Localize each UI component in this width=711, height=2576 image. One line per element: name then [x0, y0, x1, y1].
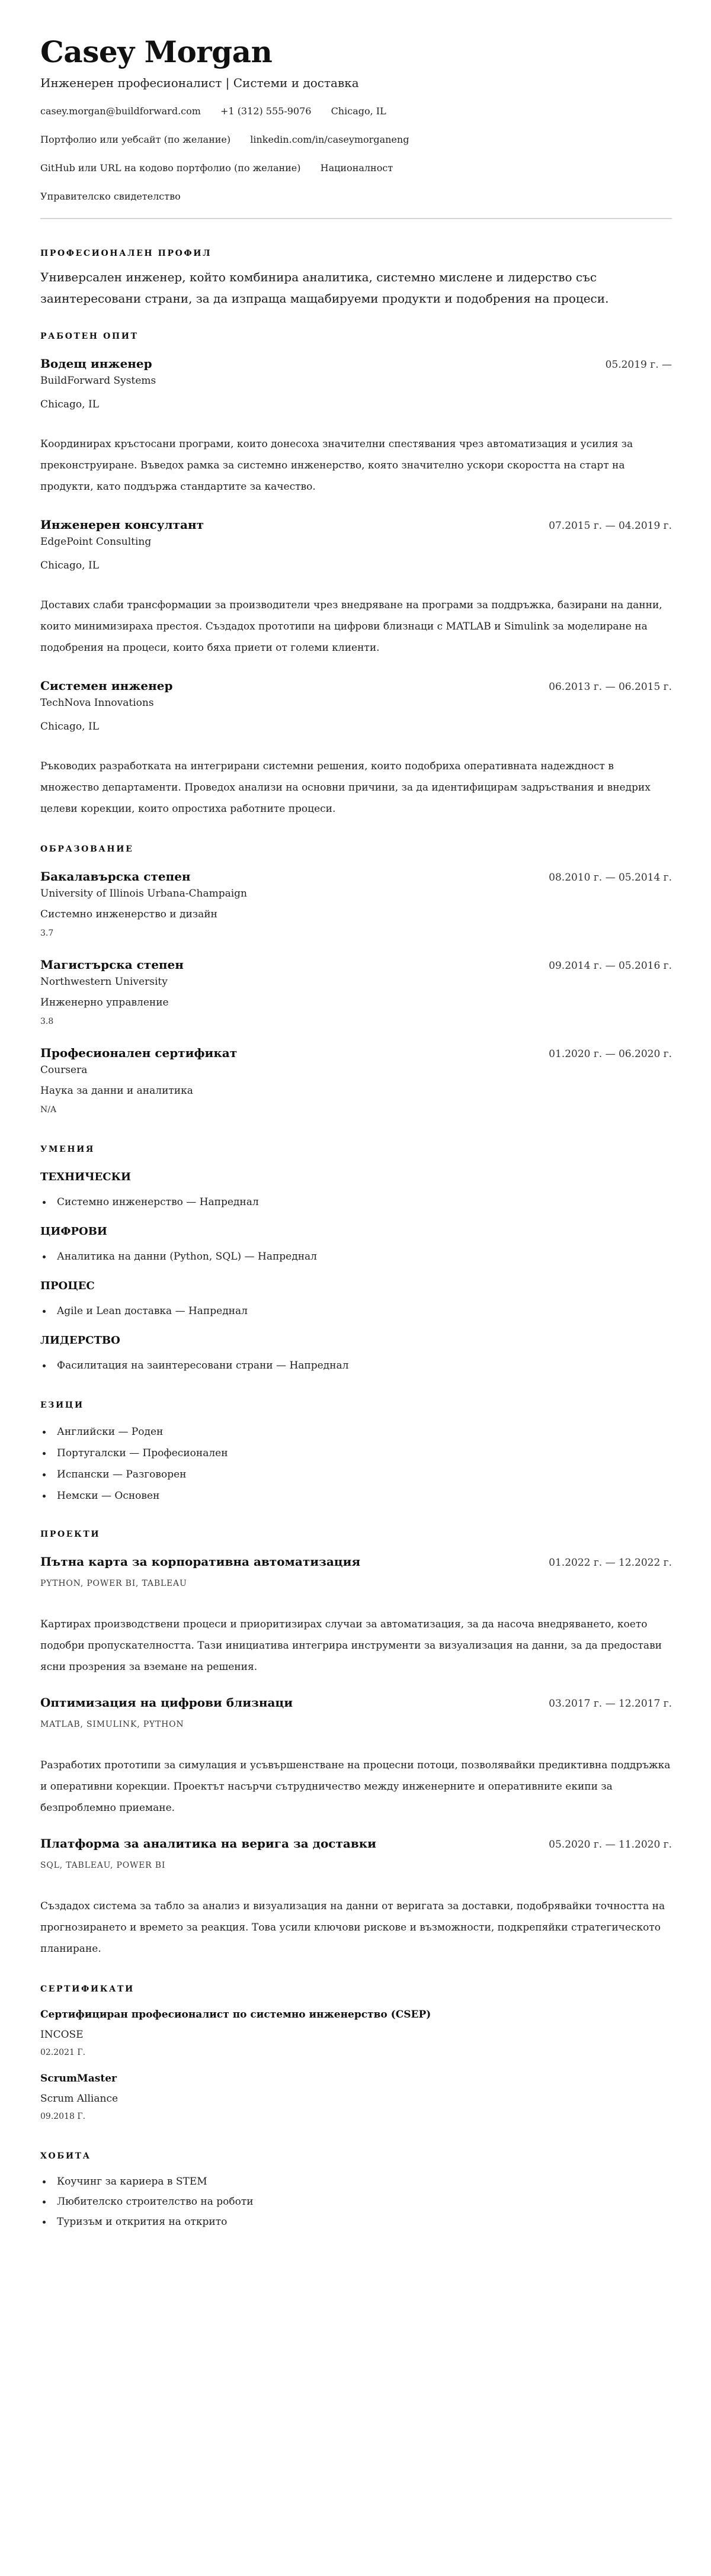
experience-entry — [40, 677, 672, 820]
certification-name: Сертифициран професионалист по системно инженерство (CSEP) — [40, 2009, 431, 2021]
project-description: Разработих прототипи за симулация и усъвършенстване на процесни потоци, позволявайки предиктивна поддръжка и оперативни корекции. Проектът насърчи сътрудничество между инженерните и оперативните екипи за безпроблемно приемане. — [40, 1759, 671, 1814]
skill-category: ЦИФРОВИ — [40, 1225, 107, 1238]
skill-group — [40, 1224, 672, 1264]
field-of-study: Системно инженерство и дизайн — [40, 908, 217, 920]
skill-group — [40, 1333, 672, 1373]
project-dates: 03.2017 г. — 12.2017 г. — [549, 1698, 672, 1710]
project-entry — [40, 1835, 672, 1960]
project-tags: PYTHON, POWER BI, TABLEAU — [40, 1579, 187, 1588]
skills-section — [40, 1144, 672, 1373]
job-description: Координирах кръстосани програми, които донесоха значителни спестявания чрез автоматизация и усилия за преконструиране. Въведох рамка за системно инженерство, която значително ускори скоростта на старт на продукти, като поддържа стандартите за качество. — [40, 438, 633, 493]
gpa: 3.7 — [40, 929, 54, 938]
job-location: Chicago, IL — [40, 560, 99, 571]
education-entry — [40, 868, 672, 940]
company-name: EdgePoint Consulting — [40, 536, 152, 548]
location: Chicago, IL — [331, 105, 386, 117]
experience-section — [40, 330, 672, 820]
job-title: Системен инженер — [40, 679, 173, 693]
job-description: Доставих слаби трансформации за производители чрез внедряване на програми за поддръжка, базирани на данни, които минимизираха престоя. Създадох прототипи на цифрови близнаци с MATLAB и Simulink за моделиране на подобрения на процеси, които бяха приети от големи клиенти. — [40, 599, 662, 654]
contact-row — [40, 133, 672, 147]
job-description: Ръководих разработката на интегрирани системни решения, които подобриха оперативната надеждност в множество департаменти. Проведох анализи на основни причини, за да идентифицирам задръствания и внедрих целеви корекции, които опростиха работните процеси. — [40, 760, 651, 815]
profile-summary: Универсален инженер, който комбинира аналитика, системно мислене и лидерство със заинтересовани страни, за да изпраща мащабируеми продукти и подобрения на процеси. — [40, 270, 609, 306]
job-dates: 05.2019 г. — — [605, 359, 672, 371]
contact-row — [40, 104, 672, 118]
resume-header — [40, 34, 672, 219]
certification-name: ScrumMaster — [40, 2073, 117, 2084]
skill-item: Фасилитация на заинтересовани страни — Напреднал — [40, 1358, 672, 1373]
gpa: N/A — [40, 1105, 57, 1114]
certification-entry — [40, 2071, 672, 2123]
experience-entry — [40, 355, 672, 497]
project-dates: 01.2022 г. — 12.2022 г. — [549, 1557, 672, 1569]
contact-row — [40, 161, 672, 175]
job-dates: 07.2015 г. — 04.2019 г. — [549, 520, 672, 532]
linkedin-link[interactable]: linkedin.com/in/caseymorganeng — [250, 134, 409, 145]
contact-info — [40, 104, 672, 204]
projects-section — [40, 1528, 672, 1960]
experience-entry — [40, 516, 672, 659]
section-title: ЕЗИЦИ — [40, 1401, 84, 1410]
skill-category: ЛИДЕРСТВО — [40, 1334, 120, 1347]
project-description: Създадох система за табло за анализ и визуализация на данни от веригата за доставки, подобрявайки точността на прогнозирането и времето за реакция. Това усили ключови рискове и възможности, подкрепяйки стратегическото планиране. — [40, 1900, 665, 1955]
driving-license: Управителско свидетелство — [40, 191, 181, 202]
section-title: ПРОЕКТИ — [40, 1530, 101, 1539]
company-name: TechNova Innovations — [40, 697, 154, 709]
profile-section — [40, 248, 672, 309]
field-of-study: Инженерно управление — [40, 997, 169, 1008]
candidate-name: Casey Morgan — [40, 34, 273, 69]
project-name: Платформа за аналитика на верига за доставки — [40, 1836, 377, 1851]
hobby-item: Коучинг за кариера в STEM — [40, 2174, 672, 2189]
education-dates: 08.2010 г. — 05.2014 г. — [549, 872, 672, 884]
skill-category: ТЕХНИЧЕСКИ — [40, 1171, 131, 1183]
headline: Инженерен професионалист | Системи и доставка — [40, 76, 359, 90]
section-title: ПРОФЕСИОНАЛЕН ПРОФИЛ — [40, 249, 212, 258]
language-item: Английски — Роден — [40, 1424, 672, 1440]
certification-date: 02.2021 Г. — [40, 2048, 86, 2057]
github-link[interactable]: GitHub или URL на кодово портфолио (по желание) — [40, 162, 301, 174]
degree: Бакалавърска степен — [40, 869, 191, 884]
project-dates: 05.2020 г. — 11.2020 г. — [549, 1839, 672, 1851]
education-dates: 01.2020 г. — 06.2020 г. — [549, 1048, 672, 1060]
certification-issuer: INCOSE — [40, 2029, 84, 2041]
institution: Coursera — [40, 1064, 88, 1076]
phone-number[interactable]: +1 (312) 555-9076 — [220, 105, 312, 117]
degree: Професионален сертификат — [40, 1046, 238, 1060]
education-entry — [40, 956, 672, 1028]
skill-category: ПРОЦЕС — [40, 1280, 95, 1292]
project-description: Картирах производствени процеси и приоритизирах случаи за автоматизация, за да насоча внедряването, което подобри пропускателността. Тази инициатива интегрира инструменти за визуализация на данни, за да предостави ясни прозрения за вземане на решения. — [40, 1618, 662, 1673]
institution: Northwestern University — [40, 976, 168, 988]
hobby-item: Туризъм и открития на открито — [40, 2214, 672, 2230]
section-title: УМЕНИЯ — [40, 1145, 95, 1154]
nationality: Националност — [320, 162, 393, 174]
project-tags: SQL, TABLEAU, POWER BI — [40, 1861, 166, 1870]
education-section — [40, 843, 672, 1116]
job-title: Инженерен консултант — [40, 518, 204, 532]
language-item: Немски — Основен — [40, 1488, 672, 1504]
certification-date: 09.2018 Г. — [40, 2112, 86, 2121]
hobbies-section — [40, 2150, 672, 2230]
job-location: Chicago, IL — [40, 721, 99, 733]
job-dates: 06.2013 г. — 06.2015 г. — [549, 681, 672, 693]
project-entry — [40, 1694, 672, 1819]
job-title: Водещ инженер — [40, 356, 152, 371]
skill-item: Аналитика на данни (Python, SQL) — Напреднал — [40, 1249, 672, 1264]
portfolio-link[interactable]: Портфолио или уебсайт (по желание) — [40, 134, 231, 145]
field-of-study: Наука за данни и аналитика — [40, 1085, 193, 1097]
gpa: 3.8 — [40, 1017, 54, 1026]
header-divider — [40, 218, 672, 219]
contact-row — [40, 189, 672, 204]
project-entry — [40, 1553, 672, 1678]
section-title: РАБОТЕН ОПИТ — [40, 332, 139, 341]
languages-section — [40, 1399, 672, 1504]
degree: Магистърска степен — [40, 958, 184, 972]
skill-item: Agile и Lean доставка — Напреднал — [40, 1303, 672, 1319]
certifications-section — [40, 1983, 672, 2123]
language-item: Португалски — Професионален — [40, 1446, 672, 1461]
project-name: Пътна карта за корпоративна автоматизация — [40, 1554, 361, 1569]
project-tags: MATLAB, SIMULINK, PYTHON — [40, 1720, 184, 1729]
job-location: Chicago, IL — [40, 399, 99, 410]
skill-group — [40, 1170, 672, 1210]
hobby-item: Любителско строителство на роботи — [40, 2194, 672, 2209]
company-name: BuildForward Systems — [40, 375, 156, 387]
section-title: СЕРТИФИКАТИ — [40, 1984, 134, 1994]
institution: University of Illinois Urbana-Champaign — [40, 888, 248, 900]
certification-issuer: Scrum Alliance — [40, 2093, 118, 2105]
language-item: Испански — Разговорен — [40, 1467, 672, 1482]
education-dates: 09.2014 г. — 05.2016 г. — [549, 960, 672, 972]
skill-group — [40, 1279, 672, 1319]
certification-entry — [40, 2007, 672, 2059]
project-name: Оптимизация на цифрови близнаци — [40, 1695, 293, 1710]
education-entry — [40, 1045, 672, 1116]
section-title: ОБРАЗОВАНИЕ — [40, 844, 134, 854]
skill-item: Системно инженерство — Напреднал — [40, 1194, 672, 1210]
email-link[interactable]: casey.morgan@buildforward.com — [40, 105, 201, 117]
section-title: ХОБИТА — [40, 2151, 91, 2161]
